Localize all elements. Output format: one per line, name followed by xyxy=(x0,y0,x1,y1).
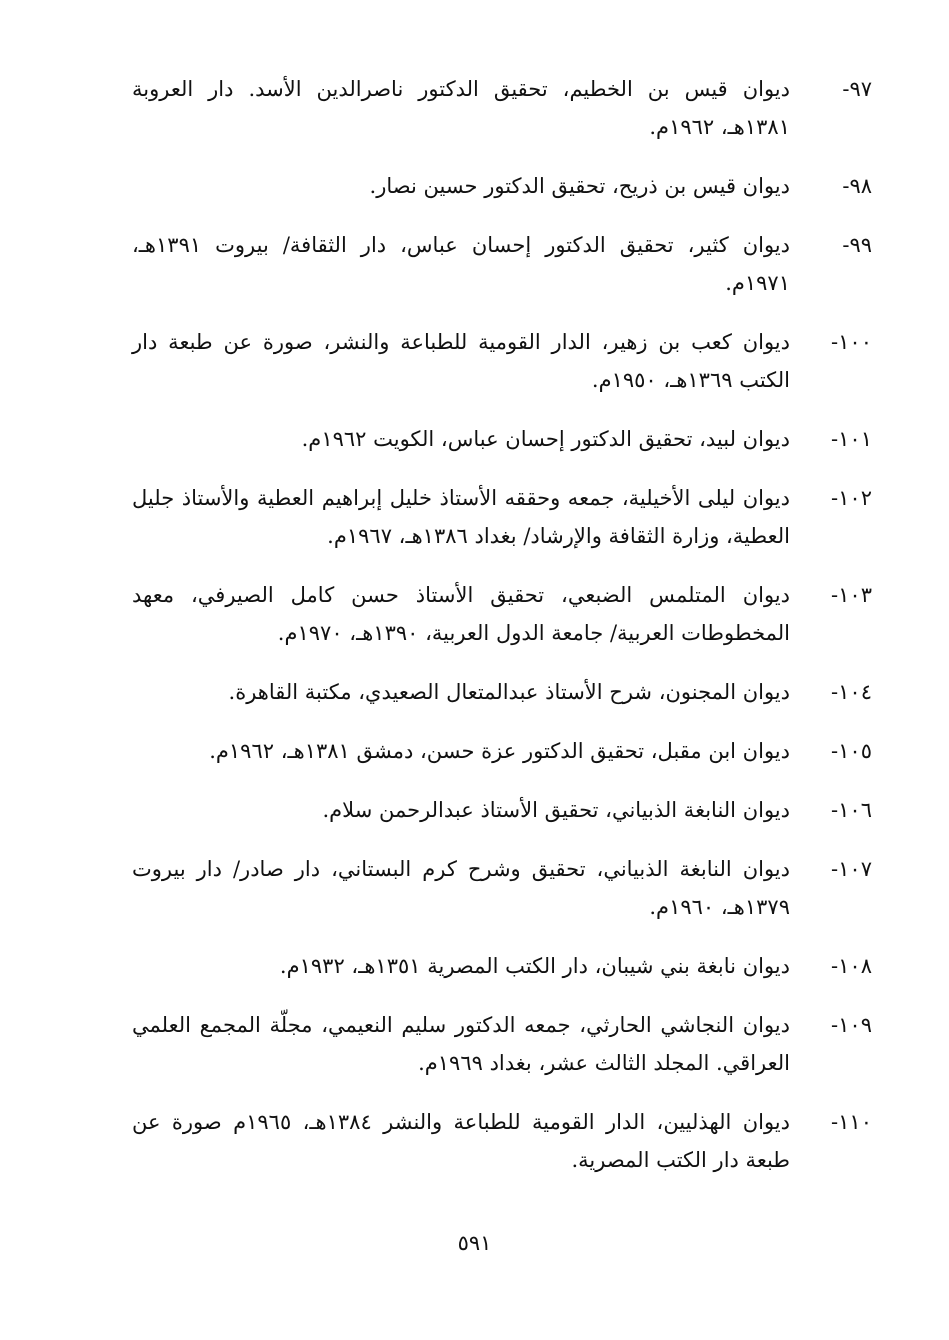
reference-number: ١٠٣- xyxy=(831,583,872,607)
reference-item xyxy=(132,323,872,399)
reference-item xyxy=(132,850,872,926)
reference-text: ديوان المجنون، شرح الأستاذ عبدالمتعال الصعيدي، مكتبة القاهرة. xyxy=(228,680,790,704)
reference-item xyxy=(132,576,872,652)
reference-number: ٩٧- xyxy=(842,77,872,101)
reference-item xyxy=(132,226,872,302)
reference-number: ١٠٠- xyxy=(831,330,872,354)
reference-text: ديوان نابغة بني شيبان، دار الكتب المصرية ١٣٥١هـ، ١٩٣٢م. xyxy=(279,954,790,978)
reference-item xyxy=(132,70,872,146)
reference-text: ديوان الهذليين، الدار القومية للطباعة والنشر ١٣٨٤هـ، ١٩٦٥م صورة عن طبعة دار الكتب المصرية. xyxy=(132,1110,790,1172)
reference-item xyxy=(132,1103,872,1179)
reference-number: ٩٩- xyxy=(842,233,872,257)
reference-text: ديوان قيس بن ذريح، تحقيق الدكتور حسين نصار. xyxy=(369,174,790,198)
reference-number: ١٠٢- xyxy=(831,486,872,510)
reference-text: ديوان ليلى الأخيلية، جمعه وحققه الأستاذ خليل إبراهيم العطية والأستاذ جليل العطية، وزارة الثقافة والإرشاد/ بغداد ١٣٨٦هـ، ١٩٦٧م. xyxy=(132,486,790,548)
reference-number: ١٠٧- xyxy=(831,857,872,881)
reference-item xyxy=(132,1006,872,1082)
reference-number: ١٠٩- xyxy=(831,1013,872,1037)
reference-number: ١٠٨- xyxy=(831,954,872,978)
reference-item xyxy=(132,167,872,205)
reference-text: ديوان كثير، تحقيق الدكتور إحسان عباس، دار الثقافة/ بيروت ١٣٩١هـ، ١٩٧١م. xyxy=(132,233,790,295)
reference-item xyxy=(132,479,872,555)
page-number: ٥٩١ xyxy=(457,1231,492,1255)
reference-list xyxy=(132,70,872,1200)
reference-text: ديوان المتلمس الضبعي، تحقيق الأستاذ حسن كامل الصيرفي، معهد المخطوطات العربية/ جامعة الدول العربية، ١٣٩٠هـ، ١٩٧٠م. xyxy=(132,583,790,645)
reference-number: ١٠٦- xyxy=(831,798,872,822)
reference-item xyxy=(132,732,872,770)
reference-number: ١٠٤- xyxy=(831,680,872,704)
reference-number: ١١٠- xyxy=(831,1110,872,1134)
reference-item xyxy=(132,791,872,829)
reference-text: ديوان النابغة الذبياني، تحقيق وشرح كرم البستاني، دار صادر/ دار بيروت ١٣٧٩هـ، ١٩٦٠م. xyxy=(132,857,790,919)
reference-text: ديوان النجاشي الحارثي، جمعه الدكتور سليم النعيمي، مجلّة المجمع العلمي العراقي. المجلد الثالث عشر، بغداد ١٩٦٩م. xyxy=(132,1013,790,1075)
reference-number: ٩٨- xyxy=(842,174,872,198)
reference-number: ١٠٥- xyxy=(831,739,872,763)
reference-item xyxy=(132,420,872,458)
reference-number: ١٠١- xyxy=(831,427,872,451)
reference-item xyxy=(132,673,872,711)
reference-text: ديوان قيس بن الخطيم، تحقيق الدكتور ناصرالدين الأسد. دار العروبة ١٣٨١هـ، ١٩٦٢م. xyxy=(132,77,790,139)
reference-text: ديوان كعب بن زهير، الدار القومية للطباعة والنشر، صورة عن طبعة دار الكتب ١٣٦٩هـ، ١٩٥٠م. xyxy=(132,330,790,392)
reference-text: ديوان لبيد، تحقيق الدكتور إحسان عباس، الكويت ١٩٦٢م. xyxy=(301,427,790,451)
reference-text: ديوان النابغة الذبياني، تحقيق الأستاذ عبدالرحمن سلام. xyxy=(322,798,790,822)
reference-item xyxy=(132,947,872,985)
reference-text: ديوان ابن مقبل، تحقيق الدكتور عزة حسن، دمشق ١٣٨١هـ، ١٩٦٢م. xyxy=(209,739,790,763)
